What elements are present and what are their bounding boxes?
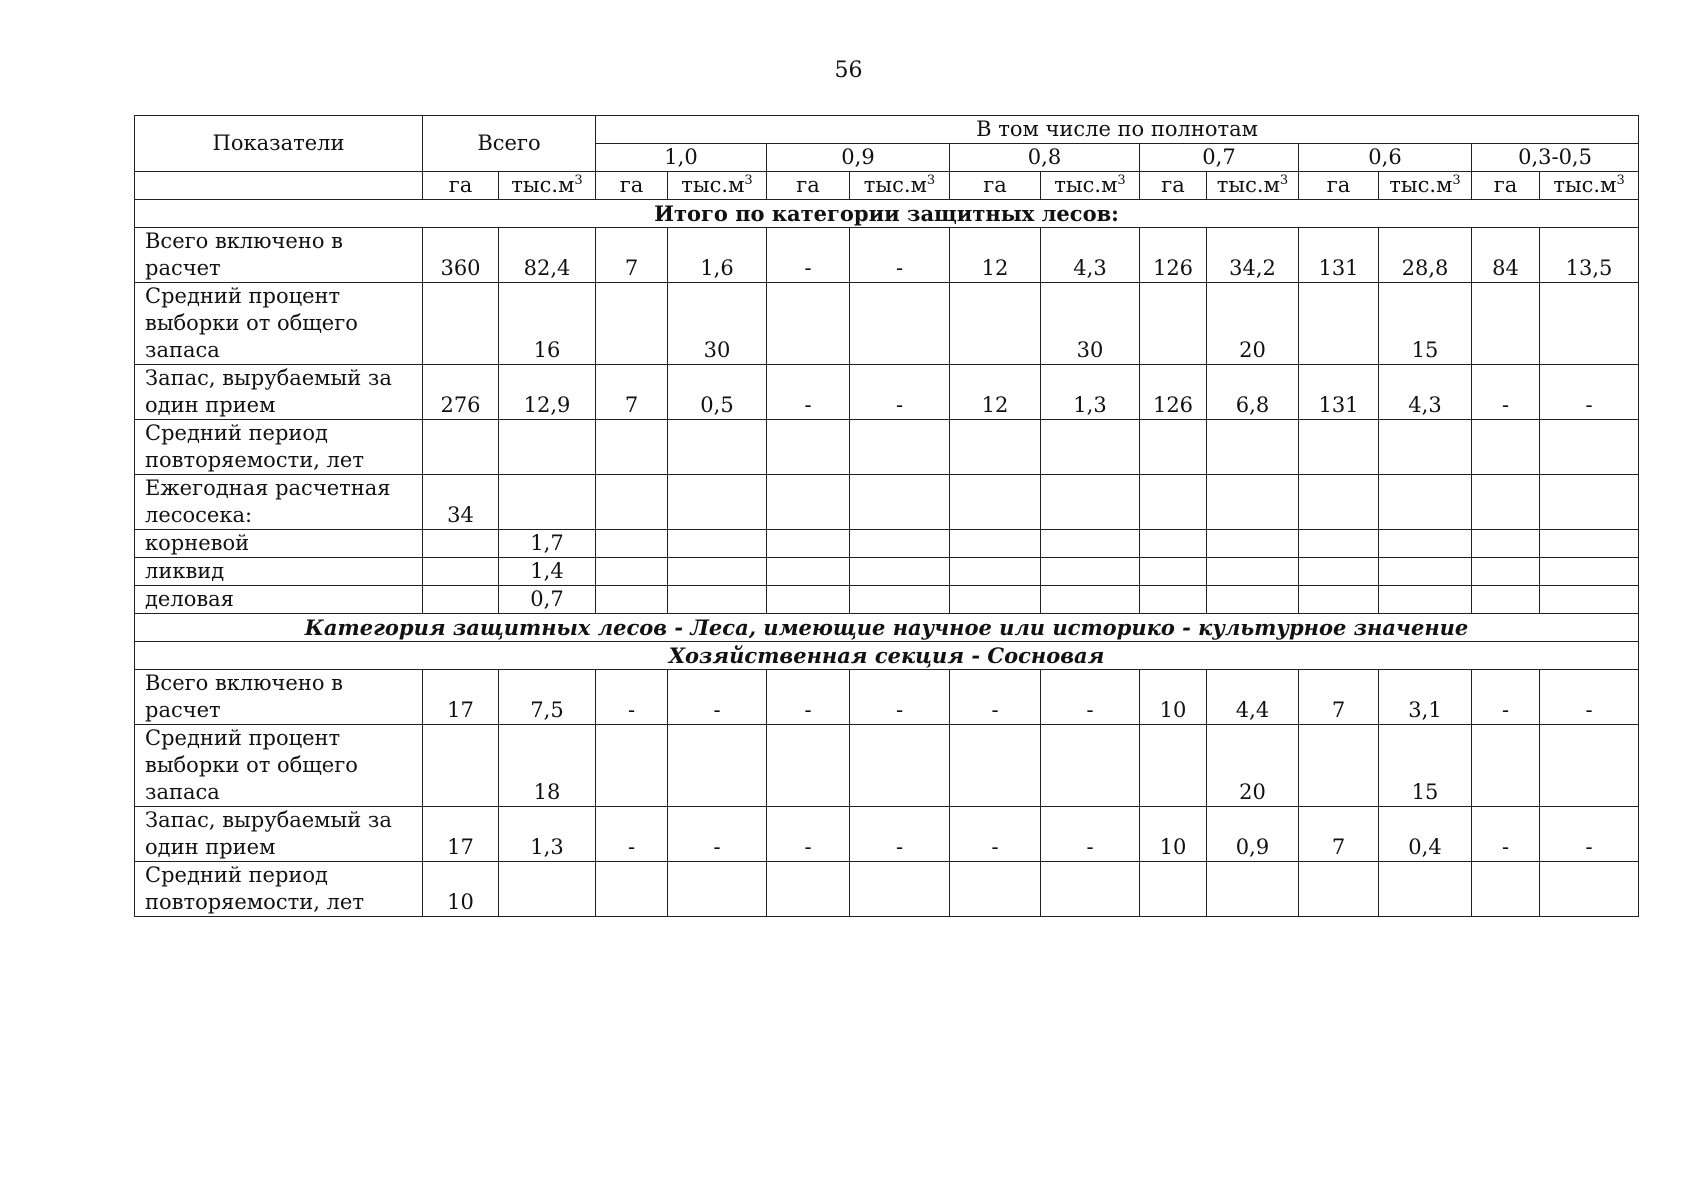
table-row bbox=[135, 862, 1639, 917]
unit-header-row bbox=[135, 172, 1639, 200]
unit-ha: га bbox=[1472, 172, 1540, 200]
table-cell bbox=[767, 283, 850, 365]
header-total: Всего bbox=[423, 116, 596, 172]
table-cell bbox=[1299, 475, 1379, 530]
table-cell: 7 bbox=[1299, 807, 1379, 862]
table-cell bbox=[850, 475, 950, 530]
row-label: деловая bbox=[135, 586, 423, 614]
table-cell bbox=[1472, 558, 1540, 586]
table-cell: 276 bbox=[423, 365, 499, 420]
table-cell: 126 bbox=[1140, 365, 1207, 420]
table-cell: - bbox=[1540, 365, 1639, 420]
table-cell: - bbox=[850, 670, 950, 725]
table-cell bbox=[1540, 586, 1639, 614]
table-cell bbox=[1299, 586, 1379, 614]
table-cell bbox=[1540, 475, 1639, 530]
density-header-5: 0,3-0,5 bbox=[1472, 144, 1639, 172]
table-cell: 1,3 bbox=[1041, 365, 1140, 420]
table-cell: 131 bbox=[1299, 228, 1379, 283]
table-cell bbox=[668, 558, 767, 586]
table-row bbox=[135, 725, 1639, 807]
table-cell: 20 bbox=[1207, 725, 1299, 807]
section-title: Хозяйственная секция - Сосновая bbox=[135, 642, 1639, 670]
table-cell bbox=[423, 420, 499, 475]
table-cell bbox=[1540, 283, 1639, 365]
table-cell: 84 bbox=[1472, 228, 1540, 283]
table-cell bbox=[1379, 530, 1472, 558]
table-cell bbox=[767, 586, 850, 614]
table-cell: - bbox=[850, 365, 950, 420]
table-cell: 82,4 bbox=[499, 228, 596, 283]
table-cell: 1,6 bbox=[668, 228, 767, 283]
table-cell: - bbox=[950, 807, 1041, 862]
table-cell: - bbox=[1041, 807, 1140, 862]
table-cell bbox=[668, 530, 767, 558]
table-cell bbox=[1207, 475, 1299, 530]
table-cell: 1,7 bbox=[499, 530, 596, 558]
table-cell bbox=[850, 586, 950, 614]
table-cell: 12,9 bbox=[499, 365, 596, 420]
table-cell bbox=[1140, 530, 1207, 558]
table-cell bbox=[1472, 283, 1540, 365]
table-cell: 20 bbox=[1207, 283, 1299, 365]
table-cell bbox=[950, 530, 1041, 558]
table-cell: 7 bbox=[596, 365, 668, 420]
table-cell: 34,2 bbox=[1207, 228, 1299, 283]
table-row bbox=[135, 530, 1639, 558]
table-cell: 3,1 bbox=[1379, 670, 1472, 725]
row-label: корневой bbox=[135, 530, 423, 558]
row-label: Запас, вырубаемый за один прием bbox=[135, 365, 423, 420]
table-cell bbox=[1540, 558, 1639, 586]
table-cell: 7,5 bbox=[499, 670, 596, 725]
table-cell bbox=[950, 420, 1041, 475]
table-cell bbox=[850, 283, 950, 365]
table-cell bbox=[950, 475, 1041, 530]
table-cell bbox=[1299, 530, 1379, 558]
table-cell: 10 bbox=[423, 862, 499, 917]
table-cell bbox=[499, 475, 596, 530]
table-cell: 4,3 bbox=[1041, 228, 1140, 283]
table-cell: - bbox=[1472, 365, 1540, 420]
table-cell: 15 bbox=[1379, 283, 1472, 365]
table-cell: 10 bbox=[1140, 670, 1207, 725]
table-cell bbox=[1472, 586, 1540, 614]
unit-volume: $тыс.м^3$ bbox=[1379, 172, 1472, 200]
table-cell bbox=[1207, 558, 1299, 586]
table-cell bbox=[668, 420, 767, 475]
table-cell bbox=[1041, 558, 1140, 586]
table-cell bbox=[1140, 475, 1207, 530]
table-row bbox=[135, 558, 1639, 586]
table-cell bbox=[1379, 586, 1472, 614]
row-label: Средний период повторяемости, лет bbox=[135, 862, 423, 917]
density-header-3: 0,7 bbox=[1140, 144, 1299, 172]
table-cell: 131 bbox=[1299, 365, 1379, 420]
table-cell: - bbox=[767, 807, 850, 862]
table-cell bbox=[499, 862, 596, 917]
unit-ha: га bbox=[767, 172, 850, 200]
table-cell bbox=[499, 420, 596, 475]
table-cell: - bbox=[1472, 670, 1540, 725]
table-cell: 0,4 bbox=[1379, 807, 1472, 862]
table-cell: - bbox=[1540, 807, 1639, 862]
table-cell bbox=[423, 283, 499, 365]
table-cell bbox=[1041, 725, 1140, 807]
table-cell bbox=[596, 586, 668, 614]
unit-volume: $тыс.м^3$ bbox=[1540, 172, 1639, 200]
table-cell: - bbox=[767, 670, 850, 725]
section-title: Категория защитных лесов - Леса, имеющие научное или историко - культурное значение bbox=[135, 614, 1639, 642]
unit-volume: $тыс.м^3$ bbox=[1207, 172, 1299, 200]
table-cell bbox=[950, 725, 1041, 807]
table-cell: 0,7 bbox=[499, 586, 596, 614]
table-cell bbox=[1379, 862, 1472, 917]
table-cell bbox=[668, 475, 767, 530]
table-cell bbox=[767, 725, 850, 807]
table-cell bbox=[423, 558, 499, 586]
table-cell bbox=[596, 530, 668, 558]
table-cell bbox=[1041, 586, 1140, 614]
table-cell bbox=[596, 420, 668, 475]
table-row bbox=[135, 586, 1639, 614]
table-cell bbox=[1472, 862, 1540, 917]
table-cell: - bbox=[668, 807, 767, 862]
table-cell bbox=[668, 725, 767, 807]
table-cell bbox=[423, 725, 499, 807]
table-cell: - bbox=[767, 365, 850, 420]
table-cell bbox=[767, 420, 850, 475]
row-label: Ежегодная расчетная лесосека: bbox=[135, 475, 423, 530]
table-cell bbox=[950, 558, 1041, 586]
density-header-1: 0,9 bbox=[767, 144, 950, 172]
table-cell bbox=[1472, 725, 1540, 807]
table-cell: 6,8 bbox=[1207, 365, 1299, 420]
table-cell bbox=[1140, 586, 1207, 614]
table-cell bbox=[596, 558, 668, 586]
table-cell: 18 bbox=[499, 725, 596, 807]
table-cell bbox=[1540, 862, 1639, 917]
table-cell bbox=[668, 586, 767, 614]
header-indicators: Показатели bbox=[135, 116, 423, 172]
table-cell bbox=[850, 420, 950, 475]
table-cell: 7 bbox=[1299, 670, 1379, 725]
page-number: 56 bbox=[834, 58, 863, 83]
table-cell bbox=[950, 283, 1041, 365]
table-cell bbox=[596, 475, 668, 530]
table-cell bbox=[1041, 862, 1140, 917]
table-cell bbox=[1299, 558, 1379, 586]
unit-volume: $тыс.м^3$ bbox=[1041, 172, 1140, 200]
table-cell: - bbox=[1041, 670, 1140, 725]
table-cell bbox=[668, 862, 767, 917]
unit-ha: га bbox=[596, 172, 668, 200]
unit-ha: га bbox=[1299, 172, 1379, 200]
density-header-4: 0,6 bbox=[1299, 144, 1472, 172]
table-cell: 17 bbox=[423, 807, 499, 862]
row-label: ликвид bbox=[135, 558, 423, 586]
table-cell: - bbox=[596, 670, 668, 725]
table-cell bbox=[1379, 420, 1472, 475]
table-cell bbox=[1207, 586, 1299, 614]
table-cell bbox=[767, 530, 850, 558]
table-cell bbox=[1472, 420, 1540, 475]
table-cell bbox=[1041, 475, 1140, 530]
table-cell bbox=[596, 283, 668, 365]
table-cell: 12 bbox=[950, 228, 1041, 283]
table-cell bbox=[1299, 725, 1379, 807]
table-cell: 126 bbox=[1140, 228, 1207, 283]
table-row bbox=[135, 807, 1639, 862]
table-cell bbox=[1140, 420, 1207, 475]
table-cell bbox=[1041, 530, 1140, 558]
table-cell: 15 bbox=[1379, 725, 1472, 807]
table-cell: 12 bbox=[950, 365, 1041, 420]
table-cell: 4,4 bbox=[1207, 670, 1299, 725]
table-cell bbox=[1540, 420, 1639, 475]
table-cell: 1,3 bbox=[499, 807, 596, 862]
table-cell: - bbox=[850, 228, 950, 283]
table-cell bbox=[1207, 862, 1299, 917]
table-cell bbox=[850, 530, 950, 558]
table-cell: 0,9 bbox=[1207, 807, 1299, 862]
table-cell bbox=[1472, 475, 1540, 530]
table-cell: - bbox=[950, 670, 1041, 725]
table-cell: 13,5 bbox=[1540, 228, 1639, 283]
table-cell: 34 bbox=[423, 475, 499, 530]
table-cell: - bbox=[596, 807, 668, 862]
table-cell: 7 bbox=[596, 228, 668, 283]
table-cell bbox=[1140, 283, 1207, 365]
table-row bbox=[135, 420, 1639, 475]
table-cell bbox=[1140, 725, 1207, 807]
table-cell bbox=[1379, 475, 1472, 530]
table-cell bbox=[1041, 420, 1140, 475]
table-cell: - bbox=[1540, 670, 1639, 725]
table-cell: 28,8 bbox=[1379, 228, 1472, 283]
section-row bbox=[135, 200, 1639, 228]
unit-volume: $тыс.м^3$ bbox=[850, 172, 950, 200]
table-cell: - bbox=[668, 670, 767, 725]
table-cell bbox=[850, 862, 950, 917]
table-cell bbox=[850, 725, 950, 807]
row-label: Средний период повторяемости, лет bbox=[135, 420, 423, 475]
row-label: Запас, вырубаемый за один прием bbox=[135, 807, 423, 862]
table-cell: 30 bbox=[1041, 283, 1140, 365]
table-cell bbox=[950, 586, 1041, 614]
table-cell: 0,5 bbox=[668, 365, 767, 420]
density-header-2: 0,8 bbox=[950, 144, 1140, 172]
table-cell bbox=[850, 558, 950, 586]
unit-ha: га bbox=[1140, 172, 1207, 200]
row-label: Средний процент выборки от общего запаса bbox=[135, 283, 423, 365]
table-row bbox=[135, 228, 1639, 283]
table-cell bbox=[1540, 725, 1639, 807]
table-row bbox=[135, 365, 1639, 420]
table-cell bbox=[1207, 530, 1299, 558]
table-row bbox=[135, 670, 1639, 725]
table-cell bbox=[950, 862, 1041, 917]
unit-volume: $тыс.м^3$ bbox=[668, 172, 767, 200]
table-cell bbox=[1207, 420, 1299, 475]
table-cell bbox=[1379, 558, 1472, 586]
table-cell bbox=[1540, 530, 1639, 558]
table-cell: - bbox=[850, 807, 950, 862]
row-label: Средний процент выборки от общего запаса bbox=[135, 725, 423, 807]
section-title: Итого по категории защитных лесов: bbox=[135, 200, 1639, 228]
table-cell: 10 bbox=[1140, 807, 1207, 862]
table-cell bbox=[1299, 420, 1379, 475]
table-row bbox=[135, 475, 1639, 530]
unit-ha: га bbox=[423, 172, 499, 200]
table-cell bbox=[767, 862, 850, 917]
table-cell: 16 bbox=[499, 283, 596, 365]
row-label: Всего включено в расчет bbox=[135, 228, 423, 283]
forest-cutting-table bbox=[134, 115, 1639, 917]
table-cell bbox=[1472, 530, 1540, 558]
table-cell: - bbox=[1472, 807, 1540, 862]
section-row bbox=[135, 614, 1639, 642]
table-cell: 360 bbox=[423, 228, 499, 283]
density-header-0: 1,0 bbox=[596, 144, 767, 172]
unit-header-blank bbox=[135, 172, 423, 200]
table-cell bbox=[1299, 283, 1379, 365]
table-row bbox=[135, 283, 1639, 365]
table-cell bbox=[1140, 862, 1207, 917]
table-cell: 17 bbox=[423, 670, 499, 725]
table-cell: - bbox=[767, 228, 850, 283]
table-cell bbox=[423, 586, 499, 614]
unit-ha: га bbox=[950, 172, 1041, 200]
table-cell bbox=[596, 725, 668, 807]
row-label: Всего включено в расчет bbox=[135, 670, 423, 725]
table-cell bbox=[596, 862, 668, 917]
unit-volume: $тыс.м^3$ bbox=[499, 172, 596, 200]
table-cell bbox=[1140, 558, 1207, 586]
table-cell bbox=[423, 530, 499, 558]
table-cell: 4,3 bbox=[1379, 365, 1472, 420]
table-cell bbox=[767, 558, 850, 586]
table-cell: 30 bbox=[668, 283, 767, 365]
table-cell bbox=[1299, 862, 1379, 917]
header-by-density: В том числе по полнотам bbox=[596, 116, 1639, 144]
section-row bbox=[135, 642, 1639, 670]
table-cell: 1,4 bbox=[499, 558, 596, 586]
table-cell bbox=[767, 475, 850, 530]
